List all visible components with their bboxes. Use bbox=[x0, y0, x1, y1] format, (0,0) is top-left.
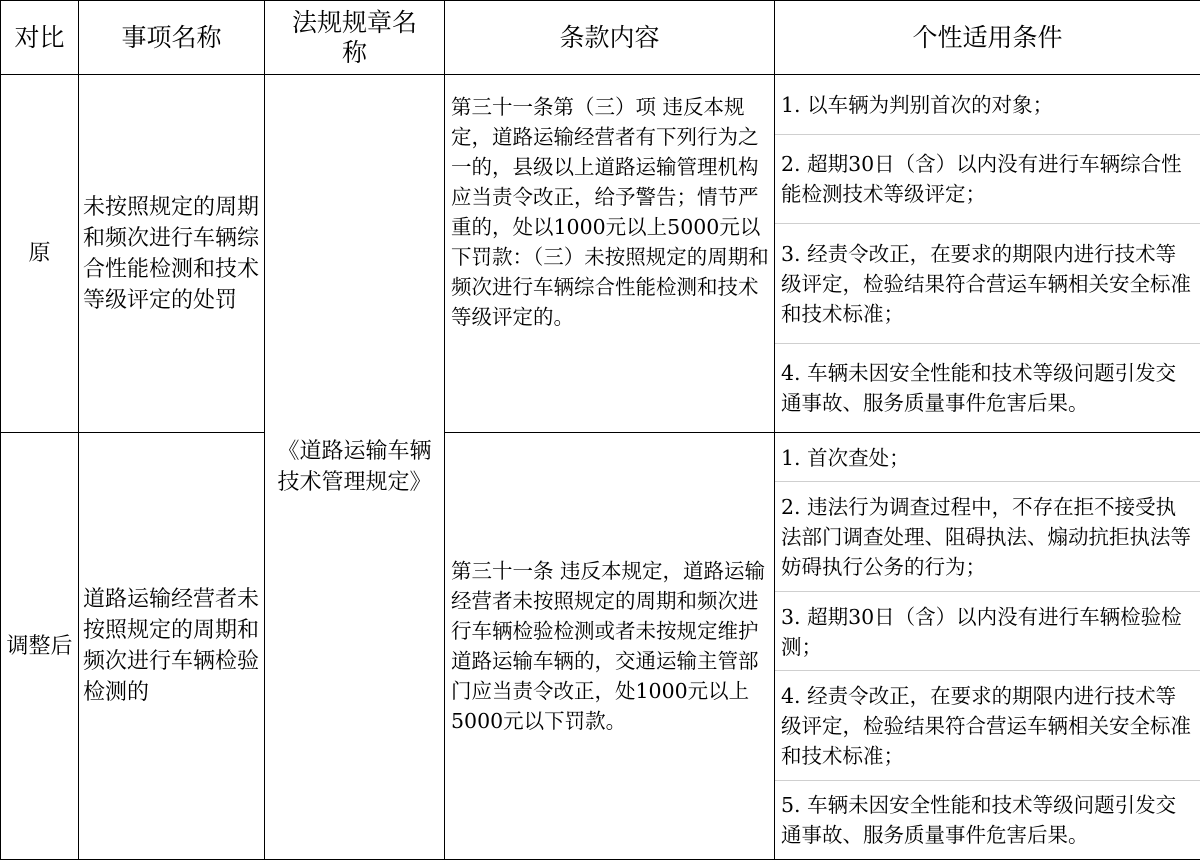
header-compare: 对比 bbox=[1, 1, 79, 75]
table-row-adjusted bbox=[1, 433, 1200, 860]
header-regulation-name: 法规规章名称 bbox=[265, 1, 445, 75]
header-conditions: 个性适用条件 bbox=[775, 1, 1200, 75]
conditions-list bbox=[775, 75, 1200, 432]
item-name-cell: 道路运输经营者未按照规定的周期和频次进行车辆检验检测的 bbox=[79, 433, 265, 860]
item-name-cell: 未按照规定的周期和频次进行车辆综合性能检测和技术等级评定的处罚 bbox=[79, 75, 265, 433]
condition-item: 3. 经责令改正，在要求的期限内进行技术等级评定，检验结果符合营运车辆相关安全标准和技术标准； bbox=[775, 223, 1200, 343]
compare-cell: 调整后 bbox=[1, 433, 79, 860]
condition-item: 2. 违法行为调查过程中，不存在拒不接受执法部门调查处理、阻碍执法、煽动抗拒执法等妨碍执行公务的行为； bbox=[775, 481, 1200, 590]
header-row bbox=[1, 1, 1200, 75]
condition-item: 4. 车辆未因安全性能和技术等级问题引发交通事故、服务质量事件危害后果。 bbox=[775, 343, 1200, 433]
conditions-cell bbox=[775, 433, 1200, 860]
conditions-cell bbox=[775, 75, 1200, 433]
condition-item: 4. 经责令改正，在要求的期限内进行技术等级评定，检验结果符合营运车辆相关安全标准和技术标准； bbox=[775, 670, 1200, 779]
condition-item: 1. 首次查处； bbox=[775, 433, 1200, 481]
condition-item: 5. 车辆未因安全性能和技术等级问题引发交通事故、服务质量事件危害后果。 bbox=[775, 780, 1200, 859]
condition-item: 2. 超期30日（含）以内没有进行车辆综合性能检测技术等级评定； bbox=[775, 134, 1200, 224]
header-item-name: 事项名称 bbox=[79, 1, 265, 75]
condition-item: 1. 以车辆为判别首次的对象； bbox=[775, 75, 1200, 134]
table-row-original bbox=[1, 75, 1200, 433]
condition-item: 3. 超期30日（含）以内没有进行车辆检验检测； bbox=[775, 591, 1200, 670]
clause-content-cell: 第三十一条 违反本规定，道路运输经营者未按照规定的周期和频次进行车辆检验检测或者未按规定维护道路运输车辆的，交通运输主管部门应当责令改正，处1000元以上5000元以下罚款。 bbox=[445, 433, 775, 860]
conditions-list bbox=[775, 433, 1200, 859]
clause-content-cell: 第三十一条第（三）项 违反本规定，道路运输经营者有下列行为之一的，县级以上道路运输管理机构应当责令改正，给予警告；情节严重的，处以1000元以上5000元以下罚款：（三）未按照规定的周期和频次进行车辆综合性能检测和技术等级评定的。 bbox=[445, 75, 775, 433]
compare-cell: 原 bbox=[1, 75, 79, 433]
regulation-name-cell: 《道路运输车辆技术管理规定》 bbox=[265, 75, 445, 860]
header-clause-content: 条款内容 bbox=[445, 1, 775, 75]
